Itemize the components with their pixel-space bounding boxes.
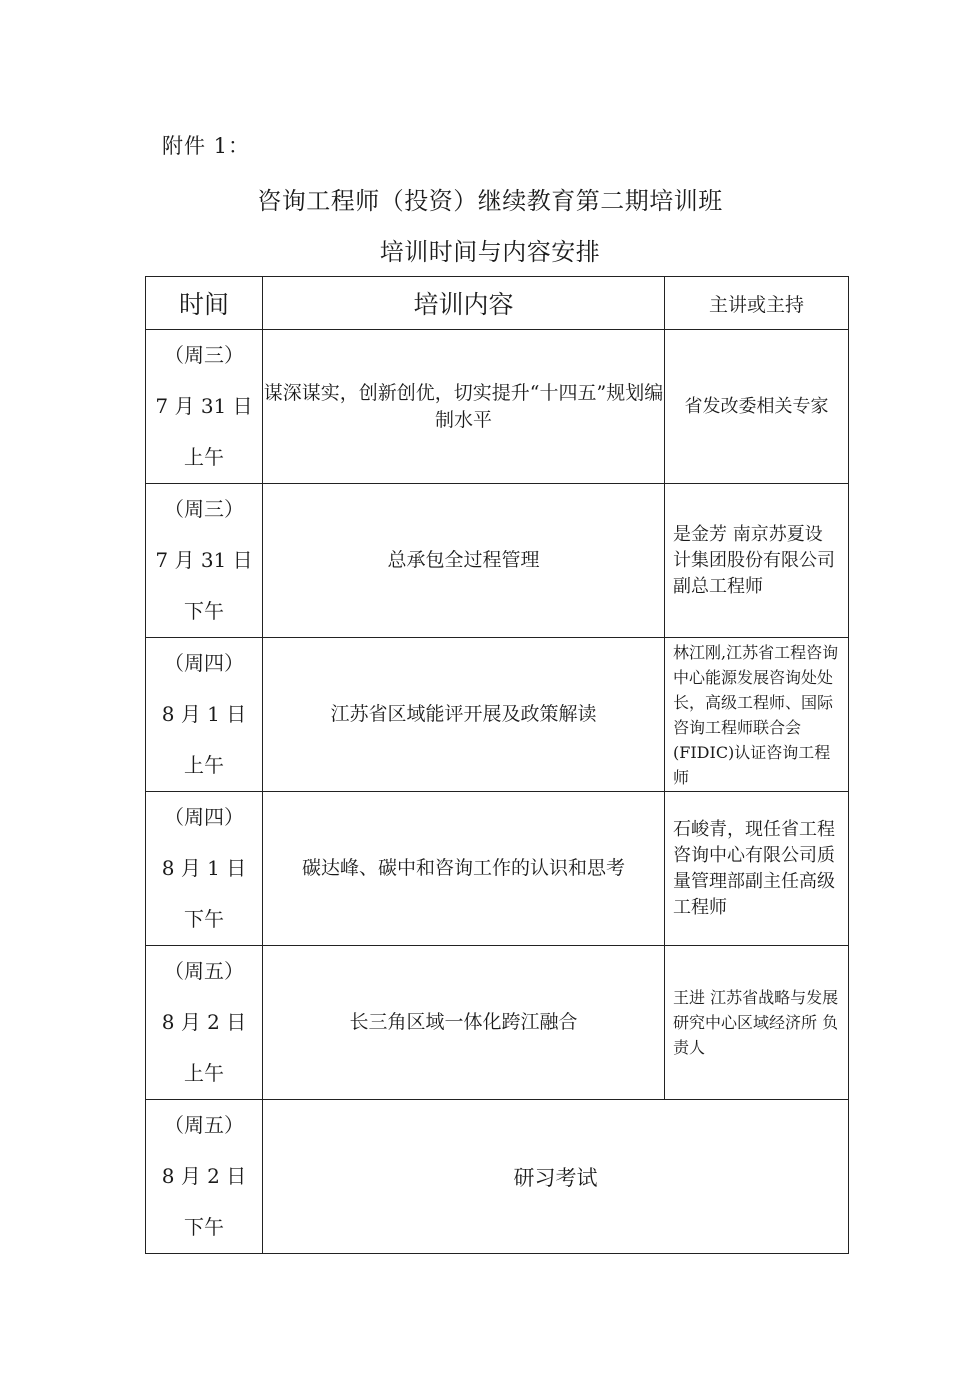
weekday: （周五） — [164, 1113, 244, 1137]
schedule-table — [145, 276, 849, 1254]
table-row — [146, 792, 849, 946]
document-subtitle: 培训时间与内容安排 — [379, 238, 601, 266]
period: 上午 — [184, 753, 224, 777]
period: 上午 — [184, 1061, 224, 1085]
content-cell: 碳达峰、碳中和咨询工作的认识和思考 — [263, 792, 665, 946]
table-row — [146, 1100, 849, 1254]
period: 下午 — [184, 599, 224, 623]
date: 8 月 2 日 — [161, 1164, 247, 1188]
host-cell: 省发改委相关专家 — [665, 330, 849, 484]
header-host: 主讲或主持 — [665, 277, 849, 330]
host-cell: 王进 江苏省战略与发展研究中心区域经济所 负责人 — [665, 946, 849, 1100]
content-cell: 长三角区域一体化跨江融合 — [263, 946, 665, 1100]
document-title: 咨询工程师（投资）继续教育第二期培训班 — [257, 187, 723, 215]
date: 8 月 2 日 — [161, 1010, 247, 1034]
header-content: 培训内容 — [263, 277, 665, 330]
time-cell — [146, 792, 263, 946]
weekday: （周四） — [164, 651, 244, 675]
weekday: （周三） — [164, 497, 244, 521]
host-cell: 石峻青，现任省工程咨询中心有限公司质量管理部副主任高级工程师 — [665, 792, 849, 946]
content-cell: 谋深谋实，创新创优，切实提升“十四五”规划编制水平 — [263, 330, 665, 484]
weekday: （周四） — [164, 805, 244, 829]
date: 7 月 31 日 — [155, 548, 253, 572]
host-cell: 是金芳 南京苏夏设计集团股份有限公司 副总工程师 — [665, 484, 849, 638]
date: 7 月 31 日 — [155, 394, 253, 418]
header-time: 时间 — [146, 277, 263, 330]
weekday: （周三） — [164, 343, 244, 367]
time-cell — [146, 946, 263, 1100]
content-cell: 江苏省区域能评开展及政策解读 — [263, 638, 665, 792]
time-cell — [146, 330, 263, 484]
attachment-label: 附件 1： — [162, 134, 251, 158]
date: 8 月 1 日 — [161, 702, 247, 726]
content-cell: 总承包全过程管理 — [263, 484, 665, 638]
table-row — [146, 638, 849, 792]
table-header-row — [146, 277, 849, 330]
table-row — [146, 484, 849, 638]
date: 8 月 1 日 — [161, 856, 247, 880]
time-cell — [146, 484, 263, 638]
host-cell: 林江刚,江苏省工程咨询中心能源发展咨询处处长，高级工程师、国际咨询工程师联合会(FIDIC)认证咨询工程师 — [665, 638, 849, 792]
weekday: （周五） — [164, 959, 244, 983]
period: 下午 — [184, 907, 224, 931]
time-cell — [146, 1100, 263, 1254]
period: 上午 — [184, 445, 224, 469]
exam-cell: 研习考试 — [263, 1100, 849, 1254]
time-cell — [146, 638, 263, 792]
table-row — [146, 330, 849, 484]
period: 下午 — [184, 1215, 224, 1239]
table-row — [146, 946, 849, 1100]
